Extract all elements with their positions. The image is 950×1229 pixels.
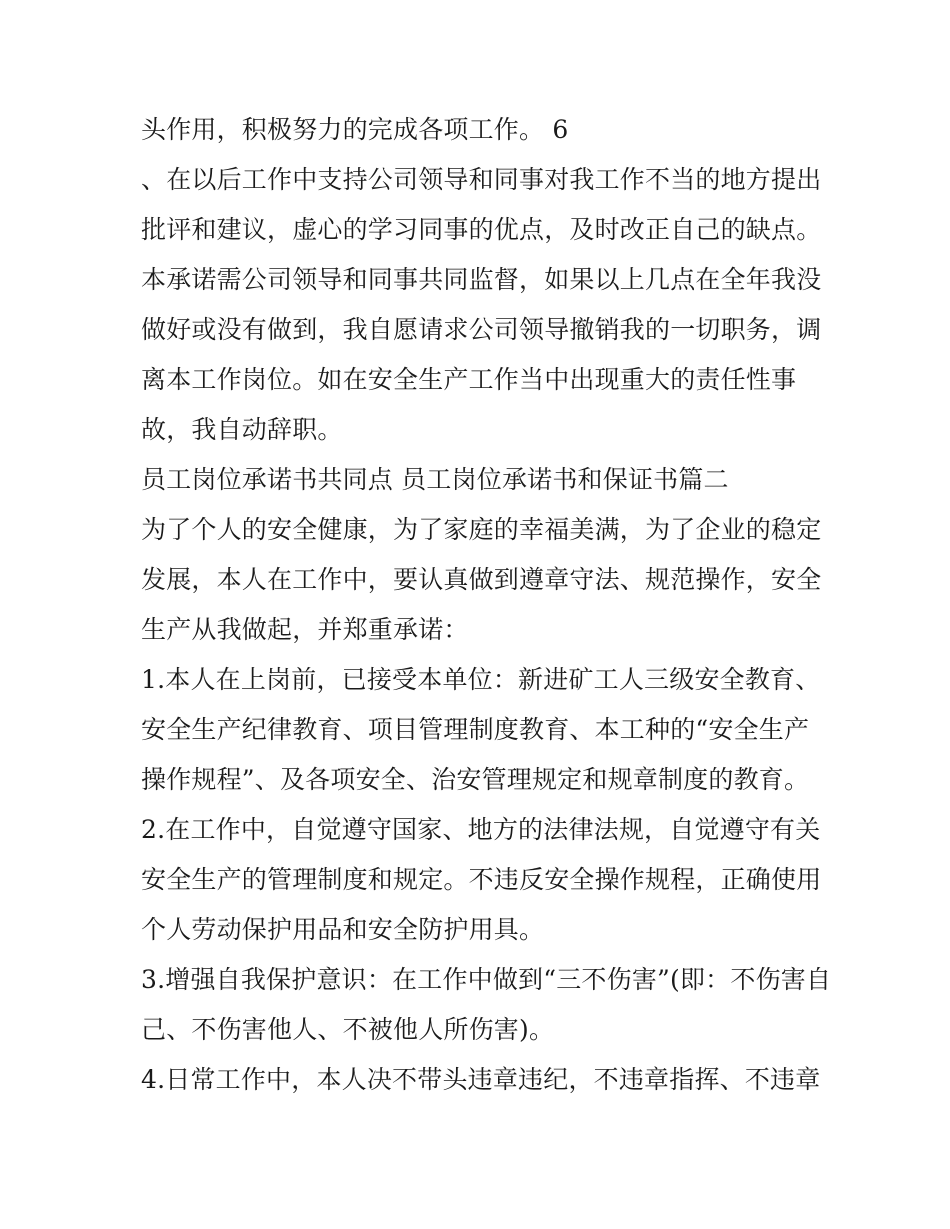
text-line: 生产从我做起，并郑重承诺： (141, 615, 469, 644)
text-line: 头作用，积极努力的完成各项工作。 6 (141, 115, 569, 144)
text-line: 故，我自动辞职。 (141, 415, 343, 444)
text-line: 安全生产纪律教育、项目管理制度教育、本工种的“安全生产 (141, 715, 810, 744)
text-line: 本承诺需公司领导和同事共同监督，如果以上几点在全年我没 (141, 265, 822, 294)
text-line: 做好或没有做到，我自愿请求公司领导撤销我的一切职务，调 (141, 315, 822, 344)
text-line: 安全生产的管理制度和规定。不违反安全操作规程，正确使用 (141, 865, 822, 894)
text-line: 为了个人的安全健康，为了家庭的幸福美满，为了企业的稳定 (141, 515, 822, 544)
text-line: 2.在工作中，自觉遵守国家、地方的法律法规，自觉遵守有关 (141, 815, 821, 844)
text-line: 3.增强自我保护意识：在工作中做到“三不伤害”(即：不伤害自 (141, 965, 832, 994)
text-line: 4.日常工作中，本人决不带头违章违纪，不违章指挥、不违章 (141, 1065, 821, 1094)
text-line: 批评和建议，虚心的学习同事的优点，及时改正自己的缺点。 (141, 215, 822, 244)
section-heading: 员工岗位承诺书共同点 员工岗位承诺书和保证书篇二 (141, 465, 729, 494)
text-line: 离本工作岗位。如在安全生产工作当中出现重大的责任性事 (141, 365, 797, 394)
text-line: 、在以后工作中支持公司领导和同事对我工作不当的地方提出 (141, 165, 822, 194)
text-line: 己、不伤害他人、不被他人所伤害)。 (141, 1015, 555, 1044)
text-line: 操作规程”、及各项安全、治安管理规定和规章制度的教育。 (141, 765, 810, 794)
text-line: 发展，本人在工作中，要认真做到遵章守法、规范操作，安全 (141, 565, 822, 594)
text-line: 个人劳动保护用品和安全防护用具。 (141, 915, 545, 944)
text-line: 1.本人在上岗前，已接受本单位：新进矿工人三级安全教育、 (141, 665, 821, 694)
